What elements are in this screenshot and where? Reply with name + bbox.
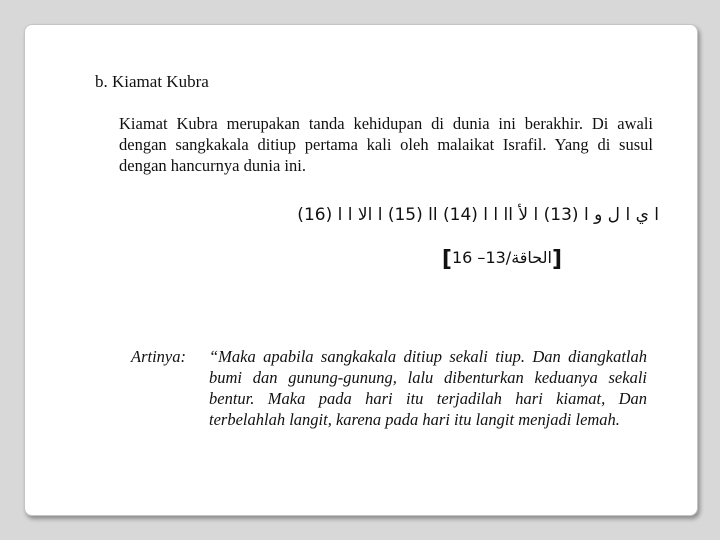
translation-block [131,346,647,430]
translation-text: “Maka apabila sangkakala ditiup sekali tiup. Dan diangkatlah bumi dan gunung-gunung, lalu dibenturkan keduanya sekali bentur. Maka pada hari itu terjadilah hari kiamat, Dan terbelahlah langit, karena pada hari itu langit menjadi lemah. [209,347,647,429]
reference-text: الحاقة/13– 16 [451,248,552,267]
slide [24,24,698,516]
verse-reference [442,247,562,272]
reference-close-bracket: ] [441,247,452,272]
section-heading: b. Kiamat Kubra [95,72,209,91]
section-paragraph: Kiamat Kubra merupakan tanda kehidupan di dunia ini berakhir. Di awali dengan sangkakala ditiup pertama kali oleh malaikat Israfil. Yang di susul dengan hancurnya dunia ini. [119,114,653,175]
arabic-verse: ا ي ا ل و ا (13) ا لأ اا ا ا (14) اا (15) ا الا ا ا (16) [297,205,659,225]
translation-label: Artinya: [131,347,186,366]
reference-open-bracket: [ [551,247,562,272]
